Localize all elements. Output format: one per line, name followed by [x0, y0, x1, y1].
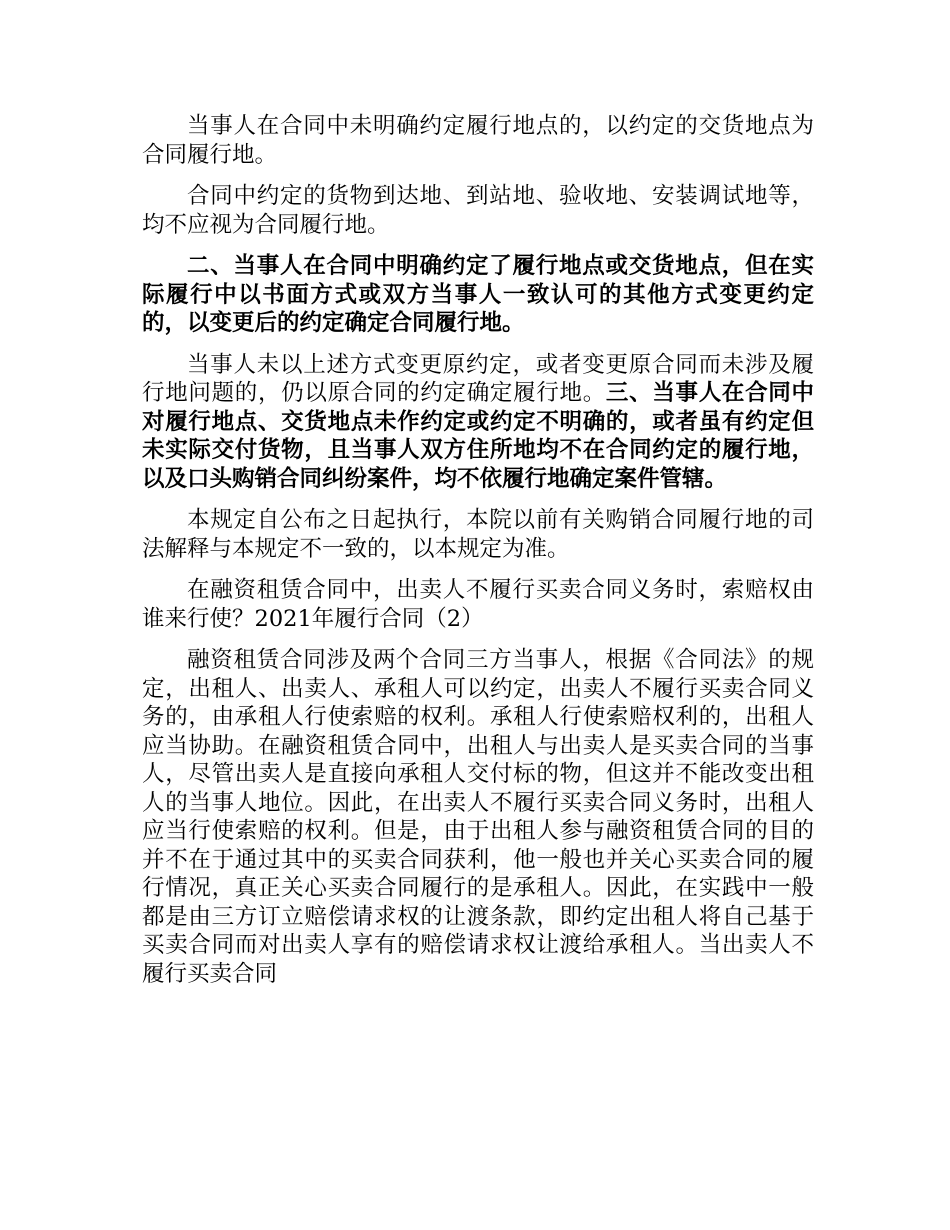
document-page	[142, 112, 814, 1001]
paragraph-section-two-heading: 二、当事人在合同中明确约定了履行地点或交货地点，但在实际履行中以书面方式或双方当事人一致认可的其他方式变更约定的，以变更后的约定确定合同履行地。	[142, 253, 814, 336]
paragraph-section-three-heading: 三、当事人在合同中对履行地点、交货地点未作约定或约定不明确的，或者虽有约定但未实际交付货物，且当事人双方住所地均不在合同约定的履行地，以及口头购销合同纠纷案件，均不依履行地确定案件管辖。	[142, 380, 814, 492]
paragraph-original-agreement-text: 当事人未以上述方式变更原约定，或者变更原合同而未涉及履行地问题的，仍以原合同的约定确定履行地。	[142, 351, 814, 406]
paragraph-not-performance-place: 合同中约定的货物到达地、到站地、验收地、安装调试地等，均不应视为合同履行地。	[142, 183, 814, 238]
paragraph-financial-leasing: 融资租赁合同涉及两个合同三方当事人，根据《合同法》的规定，出租人、出卖人、承租人可以约定，出卖人不履行买卖合同义务的，由承租人行使索赔的权利。承租人行使索赔权利的，出租人应当协助。在融资租赁合同中，出租人与出卖人是买卖合同的当事人，尽管出卖人是直接向承租人交付标的物，但这并不能改变出租人的当事人地位。因此，在出卖人不履行买卖合同义务时，出租人应当行使索赔的权利。但是，由于出租人参与融资租赁合同的目的并不在于通过其中的买卖合同获利，他一般也并关心买卖合同的履行情况，真正关心买卖合同履行的是承租人。因此，在实践中一般都是由三方订立赔偿请求权的让渡条款，即约定出租人将自己基于买卖合同而对出卖人享有的赔偿请求权让渡给承租人。当出卖人不履行买卖合同	[142, 647, 814, 987]
paragraph-effective-date: 本规定自公布之日起执行，本院以前有关购销合同履行地的司法解释与本规定不一致的，以本规定为准。	[142, 507, 814, 562]
paragraph-performance-place: 当事人在合同中未明确约定履行地点的，以约定的交货地点为合同履行地。	[142, 113, 814, 168]
paragraph-original-agreement	[142, 351, 814, 494]
paragraph-question: 在融资租赁合同中，出卖人不履行买卖合同义务时，索赔权由谁来行使？2021年履行合同（2）	[142, 577, 814, 632]
